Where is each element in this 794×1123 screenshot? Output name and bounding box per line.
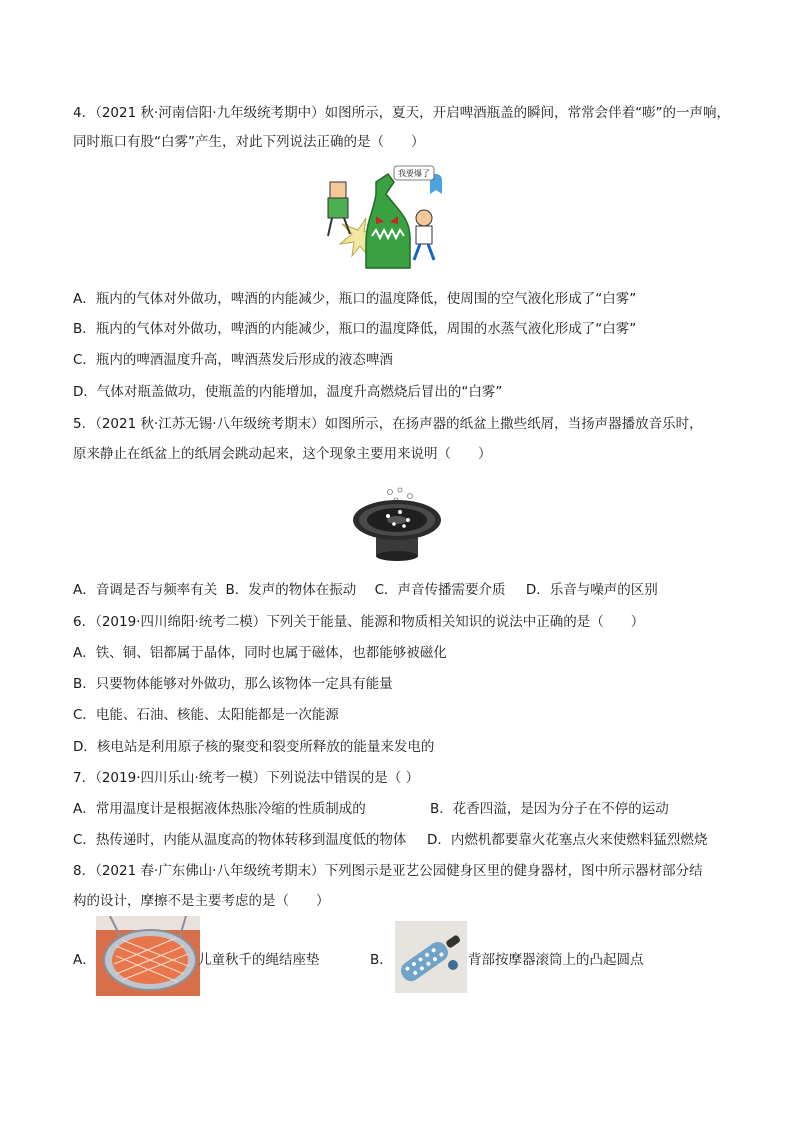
q5-option-c: C．声音传播需要介质 — [374, 582, 506, 598]
q4-option-a: A．瓶内的气体对外做功，啤酒的内能减少，瓶口的温度降低，使周围的空气液化形成了“白雾” — [73, 291, 637, 307]
q4-option-d: D．气体对瓶盖做功，使瓶盖的内能增加，温度升高燃烧后冒出的“白雾” — [73, 384, 503, 400]
q5-speaker-figure — [350, 486, 444, 564]
q5-stem-line1: 5．（2021 秋·江苏无锡·八年级统考期末）如图所示，在扬声器的纸盆上撒些纸屑，当扬声器播放音乐时， — [73, 416, 703, 432]
q4-stem-line1: 4．（2021 秋·河南信阳·九年级统考期中）如图所示，夏天，开启啤酒瓶盖的瞬间，常常会伴着“嘭”的一声响， — [73, 105, 731, 121]
q6-option-b: B．只要物体能够对外做功，那么该物体一定具有能量 — [73, 676, 393, 692]
q4-beer-bottle-figure — [318, 160, 442, 278]
q4-stem-line2: 同时瓶口有股“白雾”产生，对此下列说法正确的是（ ） — [73, 134, 425, 150]
q7-option-b: B．花香四溢，是因为分子在不停的运动 — [430, 801, 669, 817]
q4-option-b: B．瓶内的气体对外做功，啤酒的内能减少，瓶口的温度降低，周围的水蒸气液化形成了“白雾” — [73, 321, 637, 337]
q8-swing-seat-image — [96, 916, 200, 996]
q8-option-a-text: 儿童秋千的绳结座垫 — [198, 952, 320, 968]
q4-speech-bubble-text: 我要爆了 — [398, 169, 430, 178]
q6-stem: 6．（2019·四川绵阳·统考二模）下列关于能量、能源和物质相关知识的说法中正确的是（ ） — [73, 614, 645, 630]
q6-option-c: C．电能、石油、核能、太阳能都是一次能源 — [73, 707, 339, 723]
q5-option-a: A．音调是否与频率有关 — [73, 582, 218, 598]
q8-stem-line1: 8．（2021 春·广东佛山·八年级统考期末）下列图示是亚艺公园健身区里的健身器材，图中所示器材部分结 — [73, 863, 703, 879]
q6-option-a: A．铁、铜、铝都属于晶体，同时也属于磁体，也都能够被磁化 — [73, 645, 447, 661]
q7-option-c: C．热传递时，内能从温度高的物体转移到温度低的物体 — [73, 832, 407, 848]
q8-back-massager-image — [395, 921, 467, 993]
q5-option-d: D．乐音与噪声的区别 — [525, 582, 658, 598]
q8-stem-line2: 构的设计，摩擦不是主要考虑的是（ ） — [73, 893, 330, 909]
q8-option-b-text: 背部按摩器滚筒上的凸起圆点 — [468, 952, 644, 968]
q5-option-b: B．发声的物体在振动 — [225, 582, 357, 598]
q7-option-d: D．内燃机都要靠火花塞点火来使燃料猛烈燃烧 — [427, 832, 708, 848]
q8-option-a-letter: A． — [73, 952, 96, 968]
q7-option-a: A．常用温度计是根据液体热胀冷缩的性质制成的 — [73, 801, 366, 817]
q6-option-d: D．核电站是利用原子核的聚变和裂变所释放的能量来发电的 — [73, 739, 435, 755]
q8-option-b-letter: B． — [370, 952, 393, 968]
q4-option-c: C．瓶内的啤酒温度升高，啤酒蒸发后形成的液态啤酒 — [73, 352, 393, 368]
q5-options-row — [73, 580, 658, 600]
q7-stem: 7．（2019·四川乐山·统考一模）下列说法中错误的是（ ） — [73, 770, 420, 786]
q5-stem-line2: 原来静止在纸盆上的纸屑会跳动起来，这个现象主要用来说明（ ） — [73, 446, 492, 462]
